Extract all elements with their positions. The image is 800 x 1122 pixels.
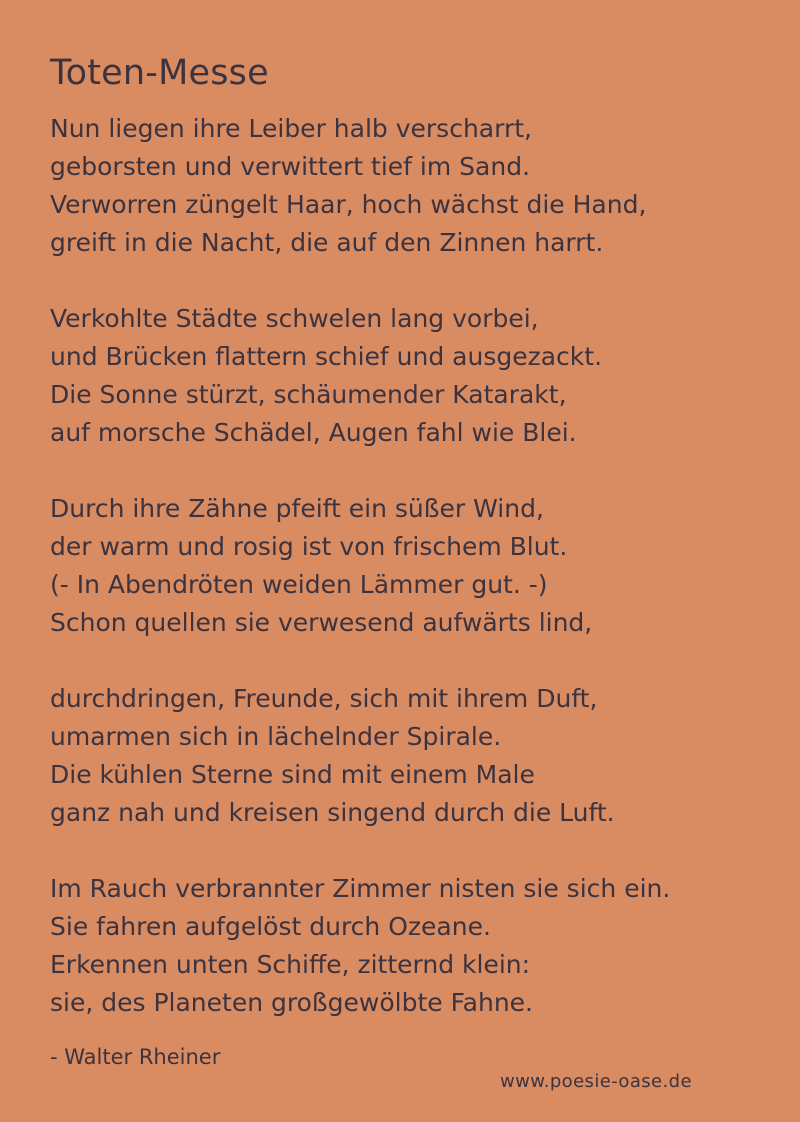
poem-title: Toten-Messe [50,53,269,93]
stanza [50,490,750,642]
website-url: www.poesie-oase.de [500,1071,692,1092]
stanza [50,300,750,452]
author-credit: - Walter Rheiner [50,1045,221,1069]
poem-line: Im Rauch verbrannter Zimmer nisten sie sich ein. [50,874,671,903]
poem-line: Erkennen unten Schiffe, zitternd klein: [50,950,531,979]
poem-line: durchdringen, Freunde, sich mit ihrem Duft, [50,684,598,713]
poem-line: der warm und rosig ist von frischem Blut. [50,532,568,561]
poem-line: auf morsche Schädel, Augen fahl wie Blei. [50,418,577,447]
poem-line: geborsten und verwittert tief im Sand. [50,152,531,181]
poem-line: und Brücken flattern schief und ausgezackt. [50,342,603,371]
poem-line: Die Sonne stürzt, schäumender Katarakt, [50,380,567,409]
stanza [50,870,750,1022]
poem-line: Durch ihre Zähne pfeift ein süßer Wind, [50,494,544,523]
stanza [50,680,750,832]
poem-line: Verworren züngelt Haar, hoch wächst die Hand, [50,190,647,219]
poem-line: ganz nah und kreisen singend durch die Luft. [50,798,615,827]
poem-line: umarmen sich in lächelnder Spirale. [50,722,502,751]
poem-line: (- In Abendröten weiden Lämmer gut. -) [50,570,548,599]
poem-line: Verkohlte Städte schwelen lang vorbei, [50,304,539,333]
poem-line: Schon quellen sie verwesend aufwärts lind, [50,608,593,637]
poem-body [50,110,750,1060]
poem-line: Sie fahren aufgelöst durch Ozeane. [50,912,491,941]
poem-line: greift in die Nacht, die auf den Zinnen harrt. [50,228,604,257]
poem-line: sie, des Planeten großgewölbte Fahne. [50,988,534,1017]
stanza [50,110,750,262]
poem-line: Nun liegen ihre Leiber halb verscharrt, [50,114,532,143]
poem-line: Die kühlen Sterne sind mit einem Male [50,760,535,789]
